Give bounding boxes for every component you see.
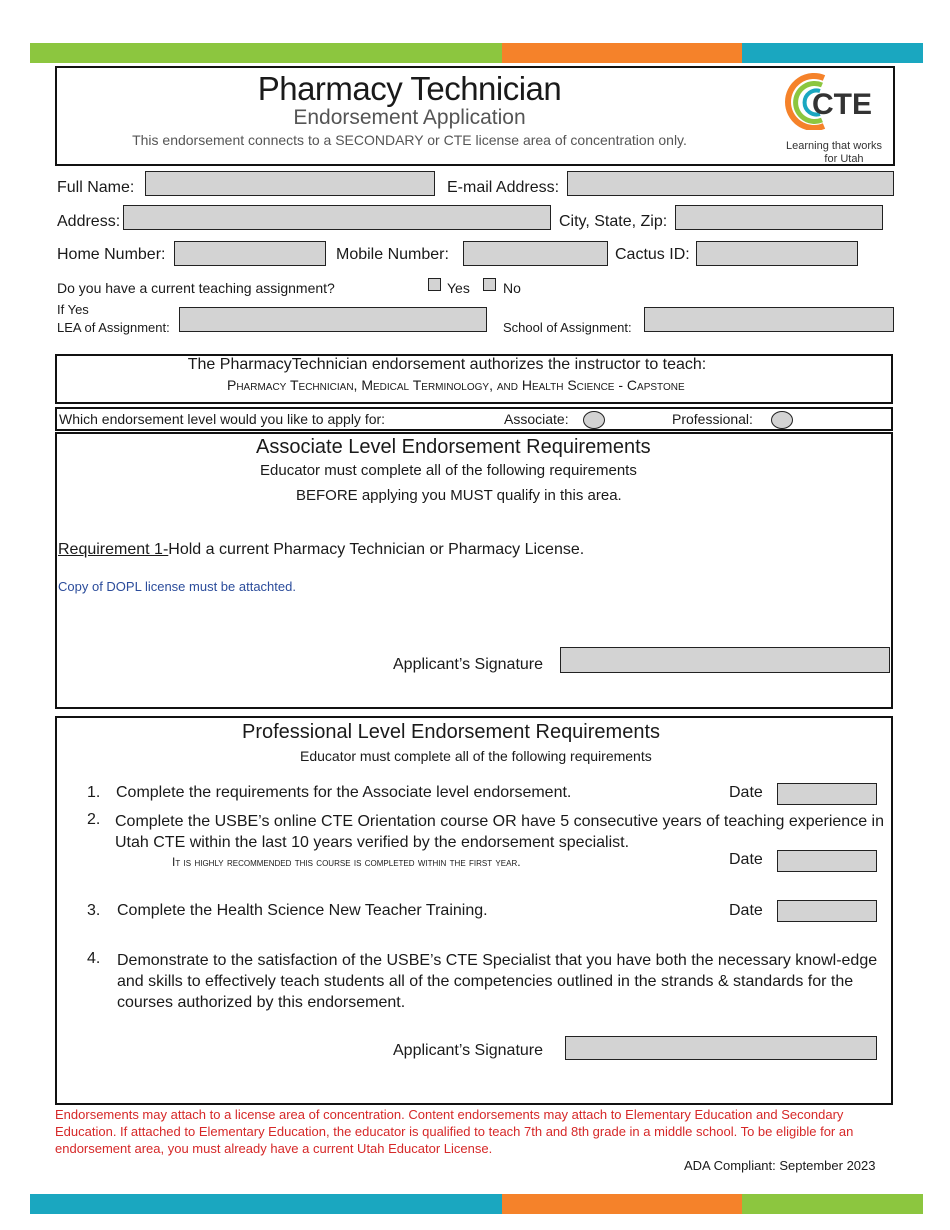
requirement-text: Complete the USBE’s online CTE Orientation course OR have 5 consecutive years of teaching experience in Utah CTE within the last 10 years verified by the endorsement specialist. [115,813,884,851]
date-field-2[interactable] [777,850,877,872]
requirement-text: Complete the requirements for the Associate level endorsement. [116,784,572,801]
level-question: Which endorsement level would you like to apply for: [59,411,386,427]
top-bar-green [30,43,502,63]
school-label: School of Assignment: [503,320,632,335]
bottom-bar-orange [502,1194,742,1214]
email-label: E-mail Address: [447,179,560,196]
bottom-bar-green [742,1194,923,1214]
requirement-item [87,902,787,920]
date-field-1[interactable] [777,783,877,805]
home-number-label: Home Number: [57,246,166,263]
no-checkbox[interactable] [483,278,496,291]
no-label: No [503,280,521,296]
professional-option-label: Professional: [672,411,753,427]
mobile-number-label: Mobile Number: [336,246,449,263]
requirement-number: 3. [87,902,101,919]
associate-signature-field[interactable] [560,647,890,673]
cte-logo [782,70,890,166]
address-field[interactable] [123,205,551,230]
professional-title: Professional Level Endorsement Requirements [242,721,660,743]
professional-radio[interactable] [771,411,793,429]
lea-field[interactable] [179,307,487,332]
date-label: Date [729,784,763,801]
professional-subtitle: Educator must complete all of the following requirements [300,748,652,764]
associate-subtitle: Educator must complete all of the following requirements [260,462,637,479]
associate-title: Associate Level Endorsement Requirements [256,436,651,458]
cte-logo-text: CTE [812,88,872,121]
page-title: Pharmacy Technician [257,70,562,107]
requirement-item [87,950,895,1013]
if-yes-label: If Yes [57,302,89,317]
cte-logo-tagline-2: for Utah [824,153,864,165]
authorization-courses: Pharmacy Technician, Medical Terminology, and Health Science - Capstone [227,377,685,393]
city-state-zip-label: City, State, Zip: [559,213,668,230]
address-label: Address: [57,213,121,230]
cte-logo-tagline-1: Learning that works [786,140,882,152]
requirement-1-text: Hold a current Pharmacy Technician or Pharmacy License. [168,541,585,558]
level-box [55,407,893,431]
home-number-field[interactable] [174,241,326,266]
top-bar-teal [742,43,923,63]
page-subtitle: Endorsement Application [293,106,526,129]
cactus-id-field[interactable] [696,241,858,266]
school-field[interactable] [644,307,894,332]
associate-section [55,432,893,709]
header-note: This endorsement connects to a SECONDARY or CTE license area of concentration only. [132,132,687,148]
associate-signature-label: Applicant’s Signature [393,656,544,673]
ada-compliance: ADA Compliant: September 2023 [684,1158,876,1173]
date-label: Date [729,902,763,919]
associate-radio[interactable] [583,411,605,429]
full-name-label: Full Name: [57,179,135,196]
associate-option-label: Associate: [504,411,569,427]
cactus-id-label: Cactus ID: [615,246,690,263]
professional-signature-label: Applicant’s Signature [393,1042,544,1059]
requirement-item [87,811,895,853]
lea-label: LEA of Assignment: [57,320,170,335]
requirement-2-note: It is highly recommended this course is completed within the first year. [172,855,521,869]
professional-signature-field[interactable] [565,1036,877,1060]
requirement-1-note: Copy of DOPL license must be attachted. [58,579,296,594]
professional-section [55,716,893,1105]
city-state-zip-field[interactable] [675,205,883,230]
requirement-text: Demonstrate to the satisfaction of the USBE’s CTE Specialist that you have both the necessary knowl-edge and skills to effectively teach students all of the competencies outlined in the strands & standards for the courses authorized by this endorsement. [117,952,878,1011]
yes-label: Yes [447,280,470,296]
mobile-number-field[interactable] [463,241,608,266]
associate-before-note: BEFORE applying you MUST qualify in this area. [296,487,622,504]
requirement-1-label: Requirement 1- [58,541,169,558]
date-field-3[interactable] [777,900,877,922]
requirement-item [87,784,887,802]
yes-checkbox[interactable] [428,278,441,291]
bottom-bar-teal [30,1194,502,1214]
authorization-line-1: The PharmacyTechnician endorsement authorizes the instructor to teach: [187,356,707,373]
authorization-box [55,354,893,404]
requirement-1 [58,541,584,559]
requirement-number: 4. [87,950,101,967]
footer-note: Endorsements may attach to a license area of concentration. Content endorsements may attach to Elementary Education and Secondary Education. If attached to Elementary Education, the educator is qualified to teach 7th and 8th grade in a middle school. To be eligible for an endorsement area, you must already have a current Utah Educator License. [55,1107,854,1156]
email-field[interactable] [567,171,894,196]
header-box [55,66,895,166]
requirement-text: Complete the Health Science New Teacher Training. [117,902,488,919]
full-name-field[interactable] [145,171,435,196]
top-bar-orange [502,43,742,63]
requirement-number: 2. [87,811,101,828]
date-label: Date [729,851,763,868]
teaching-assignment-question: Do you have a current teaching assignment? [57,280,335,296]
requirement-number: 1. [87,784,101,801]
